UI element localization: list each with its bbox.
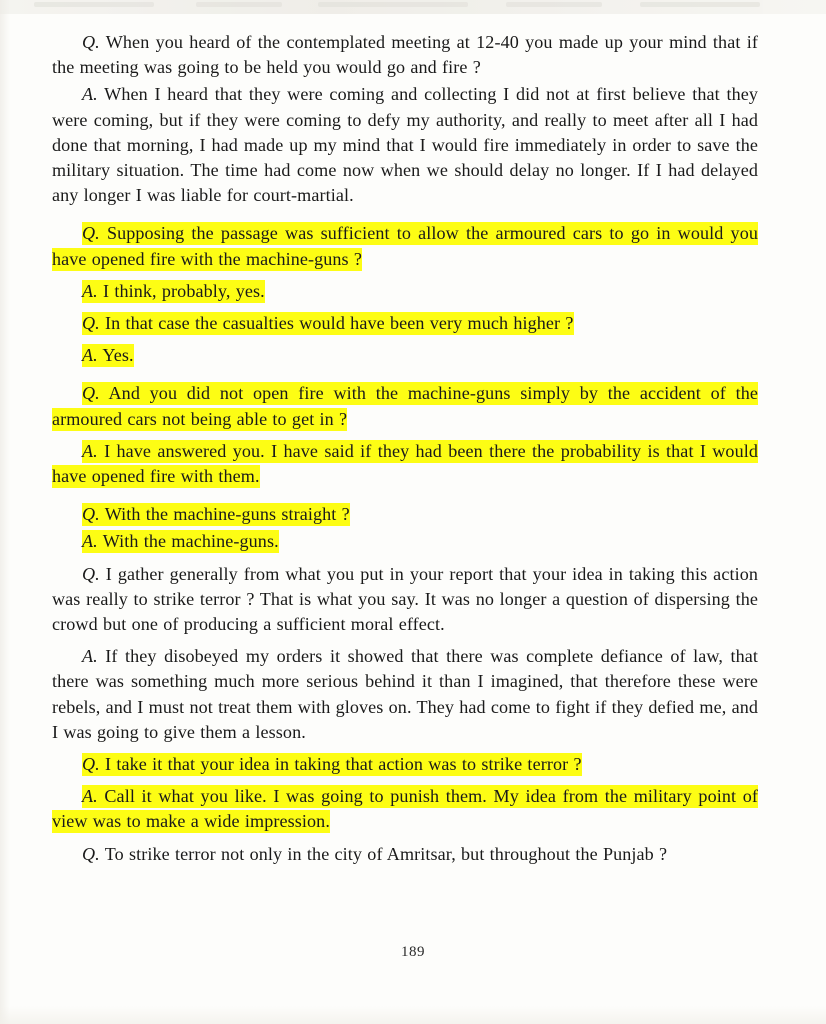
transcript-body [52, 30, 758, 869]
transcript-paragraph [52, 279, 758, 304]
transcript-paragraph [52, 439, 758, 489]
speaker-label: Q. [82, 754, 100, 775]
paragraph-text: Supposing the passage was sufficient to allow the armoured cars to go in would you have opened fire with the machine-guns ? [52, 223, 758, 269]
paragraph-text: I have answered you. I have said if they had been there the probability is that I would have opened fire with them. [52, 440, 758, 487]
transcript-paragraph [52, 30, 758, 80]
transcript-paragraph [52, 502, 758, 527]
transcript-paragraph [52, 343, 758, 368]
transcript-paragraph [52, 644, 758, 745]
transcript-paragraph [52, 842, 758, 867]
scan-artifact-bottom [0, 1006, 826, 1024]
transcript-paragraph [52, 82, 758, 208]
transcript-paragraph [52, 752, 758, 777]
transcript-paragraph [52, 381, 758, 431]
paragraph-text: And you did not open fire with the machine-guns simply by the accident of the armoured cars not being able to get in ? [52, 383, 758, 429]
paragraph-text: I gather generally from what you put in your report that your idea in taking this action was really to strike terror ? That is what you say. It was no longer a question of dispersing the crowd but one of producing a sufficient moral effect. [52, 563, 758, 635]
paragraph-text: When I heard that they were coming and collecting I did not at first believe that they were coming, but if they were coming to defy my authority, and really to meet after all I had done that morning, I had made up my mind that I would fire immediately in order to save the military situation. The time had come now when we should delay no longer. If I had delayed any longer I was liable for court-martial. [52, 84, 759, 206]
paragraph-text: With the machine-guns. [102, 531, 279, 552]
speaker-label: A. [82, 786, 98, 807]
speaker-label: A. [82, 440, 98, 461]
transcript-paragraph [52, 311, 758, 336]
page-number: 189 [401, 944, 425, 960]
paragraph-text: Call it what you like. I was going to punish them. My idea from the military point of view was to make a wide impression. [52, 786, 758, 832]
paragraph-text: With the machine-guns straight ? [104, 504, 350, 525]
speaker-label: A. [82, 345, 98, 366]
paragraph-text: I think, probably, yes. [103, 280, 265, 301]
speaker-label: Q. [82, 32, 100, 52]
speaker-label: A. [82, 280, 98, 301]
scan-artifact-left [0, 0, 10, 1024]
scan-artifact-top [0, 0, 826, 14]
speaker-label: Q. [82, 504, 100, 525]
speaker-label: A. [82, 531, 98, 552]
paragraph-text: If they disobeyed my orders it showed that there was complete defiance of law, that there was something much more serious behind it than I imagined, that therefore these were rebels, and I must not treat them with gloves on. They had come to fight if they defied me, and I was going to give them a lesson. [52, 646, 758, 742]
paragraph-text: To strike terror not only in the city of Amritsar, but throughout the Punjab ? [104, 843, 668, 864]
transcript-paragraph [52, 221, 758, 271]
transcript-paragraph [52, 562, 758, 638]
speaker-label: Q. [82, 313, 100, 334]
paragraph-text: In that case the casualties would have been very much higher ? [105, 313, 574, 334]
paragraph-text: When you heard of the contemplated meeting at 12-40 you made up your mind that if the meeting was going to be held you would go and fire ? [52, 32, 758, 78]
speaker-label: Q. [82, 223, 100, 244]
paragraph-text: Yes. [102, 345, 134, 366]
speaker-label: Q. [82, 843, 100, 864]
speaker-label: Q. [82, 563, 100, 584]
speaker-label: A. [82, 84, 98, 105]
speaker-label: A. [82, 646, 98, 667]
transcript-paragraph [52, 529, 758, 554]
transcript-paragraph [52, 784, 758, 834]
speaker-label: Q. [82, 383, 100, 404]
paragraph-text: I take it that your idea in taking that action was to strike terror ? [105, 754, 582, 775]
